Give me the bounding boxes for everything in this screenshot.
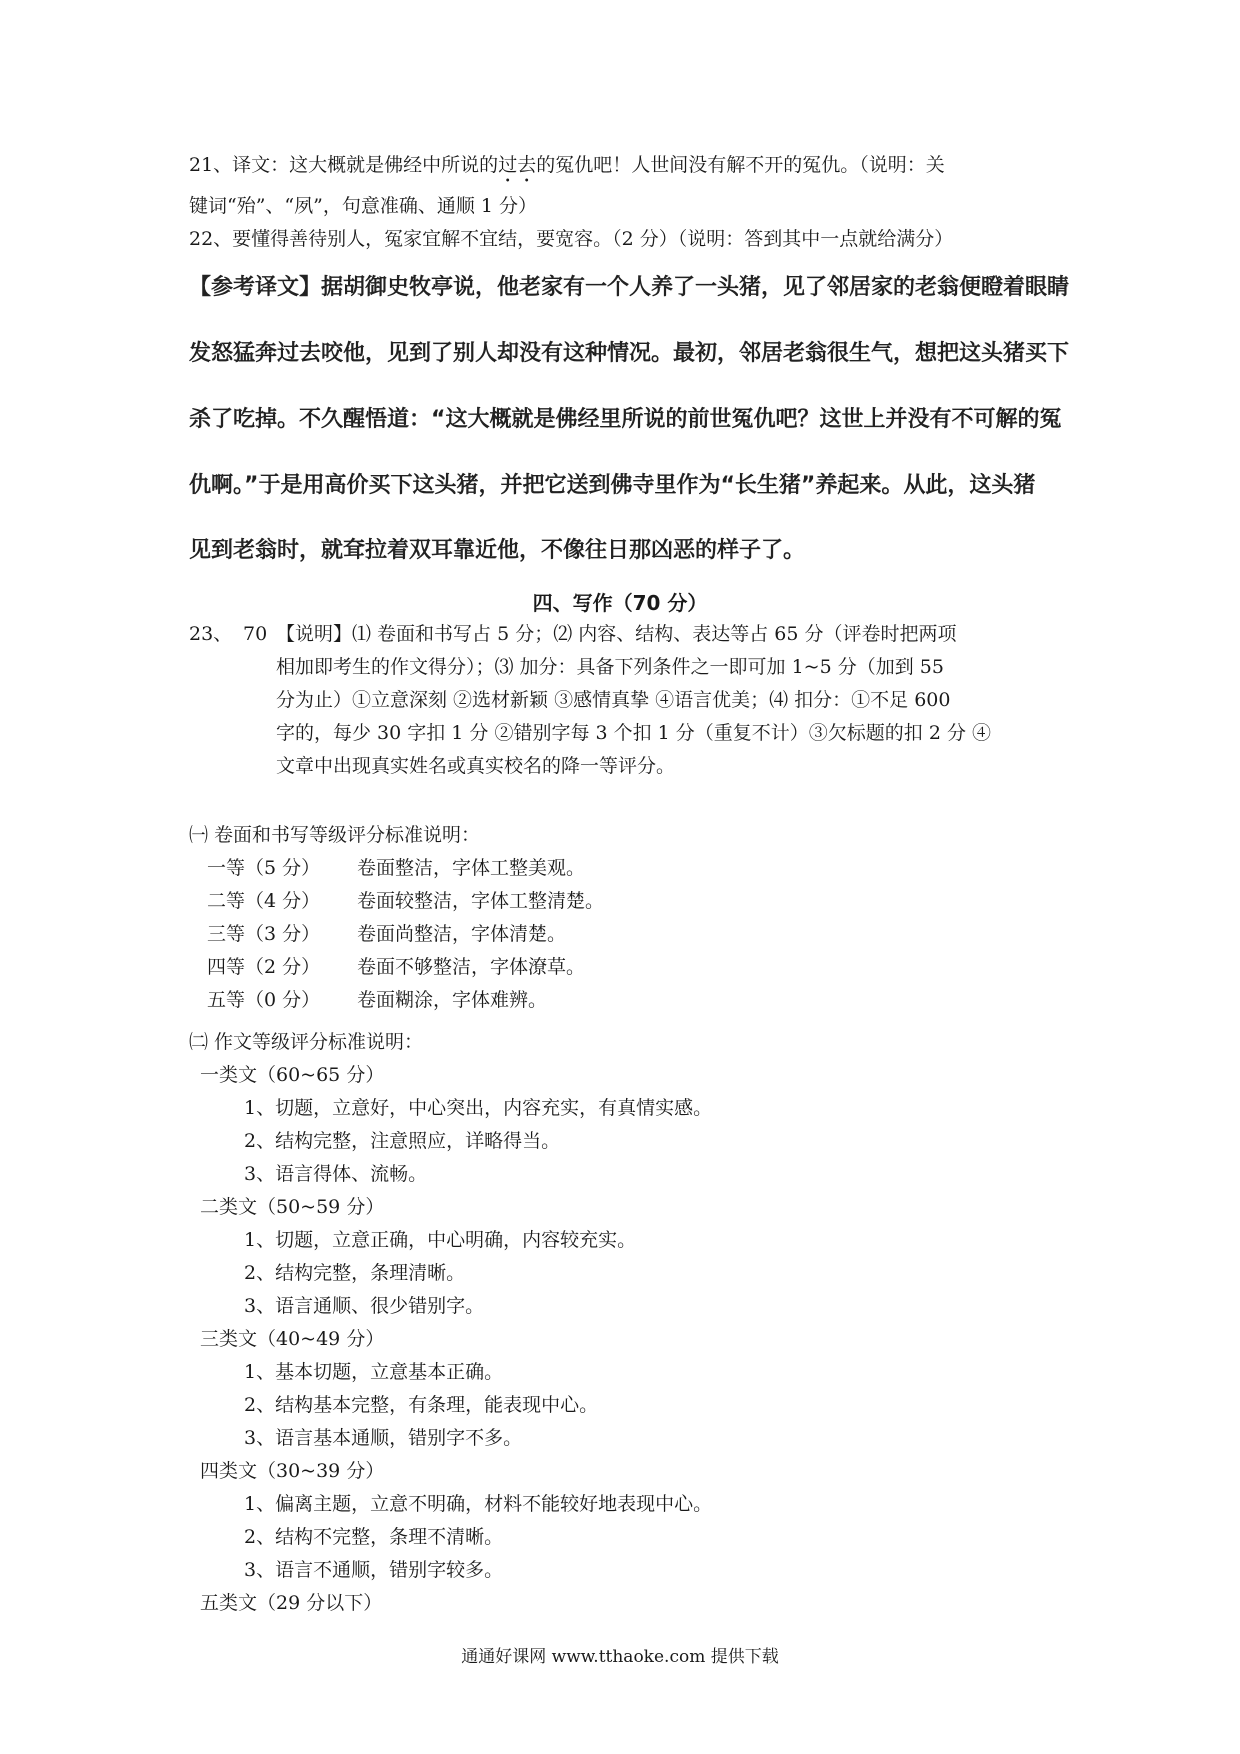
grade-desc: 卷面不够整洁，字体潦草。: [357, 956, 586, 978]
grade-label: 四等（2 分）: [207, 956, 321, 978]
class-item: 3、语言基本通顺，错别字不多。: [244, 1427, 523, 1449]
translation-line: 发怒猛奔过去咬他，见到了别人却没有这种情况。最初，邻居老翁很生气，想把这头猪买下: [189, 341, 1070, 366]
class-item: 1、切题，立意正确，中心明确，内容较充实。: [244, 1229, 637, 1251]
q21-text-b: 的冤仇吧！人世间没有解不开的冤仇。（说明：关: [536, 154, 945, 176]
essay-heading: ㈡ 作文等级评分标准说明：: [189, 1031, 424, 1053]
q23-score: 70: [243, 623, 268, 645]
class-title: 四类文（30~39 分）: [200, 1460, 385, 1482]
grade-desc: 卷面糊涂，字体难辨。: [357, 989, 548, 1011]
translation-line: 【参考译文】据胡御史牧亭说，他老家有一个人养了一头猪，见了邻居家的老翁便瞪着眼睛: [189, 275, 1070, 300]
translation-line: 见到老翁时，就耷拉着双耳靠近他，不像往日那凶恶的样子了。: [189, 538, 806, 563]
q21-text-a: 21、译文：这大概就是佛经中所说的: [189, 154, 499, 176]
grade-label: 三等（3 分）: [207, 923, 321, 945]
class-item: 3、语言不通顺，错别字较多。: [244, 1559, 504, 1581]
q23-note-line: 相加即考生的作文得分）；⑶ 加分：具备下列条件之一即可加 1~5 分（加到 55: [276, 656, 944, 678]
grade-desc: 卷面尚整洁，字体清楚。: [357, 923, 567, 945]
q21-line1: [189, 153, 945, 187]
class-title: 二类文（50~59 分）: [200, 1196, 385, 1218]
class-item: 3、语言得体、流畅。: [244, 1163, 428, 1185]
class-item: 2、结构完整，条理清晰。: [244, 1262, 466, 1284]
class-item: 1、基本切题，立意基本正确。: [244, 1361, 504, 1383]
q23-note-line: 文章中出现真实姓名或真实校名的降一等评分。: [276, 755, 676, 777]
q23-note-line: 字的，每少 30 字扣 1 分 ②错别字每 3 个扣 1 分（重复不计）③欠标题的扣 2 分 ④: [276, 722, 992, 744]
class-title: 三类文（40~49 分）: [200, 1328, 385, 1350]
section-title: 四、写作（70 分）: [532, 591, 708, 615]
q23-number: 23、: [189, 623, 233, 645]
footer-credit: 通通好课网 www.tthaoke.com 提供下载: [461, 1647, 779, 1667]
class-item: 1、切题，立意好，中心突出，内容充实，有真情实感。: [244, 1097, 713, 1119]
class-item: 2、结构基本完整，有条理，能表现中心。: [244, 1394, 599, 1416]
grade-label: 一等（5 分）: [207, 857, 321, 879]
class-item: 2、结构不完整，条理不清晰。: [244, 1526, 504, 1548]
grade-label: 二等（4 分）: [207, 890, 321, 912]
translation-line: 仇啊。”于是用高价买下这头猪，并把它送到佛寺里作为“长生猪”养起来。从此，这头猪: [189, 473, 1036, 498]
q22-line: 22、要懂得善待别人，冤家宜解不宜结，要宽容。（2 分）（说明：答到其中一点就给满分）: [189, 228, 954, 250]
grade-desc: 卷面较整洁，字体工整清楚。: [357, 890, 605, 912]
q23-note-line: 【说明】⑴ 卷面和书写占 5 分；⑵ 内容、结构、表达等占 65 分（评卷时把两项: [276, 623, 957, 645]
translation-line: 杀了吃掉。不久醒悟道：“这大概就是佛经里所说的前世冤仇吧？这世上并没有不可解的冤: [189, 407, 1062, 432]
class-item: 1、偏离主题，立意不明确，材料不能较好地表现中心。: [244, 1493, 713, 1515]
grade-label: 五等（0 分）: [207, 989, 321, 1011]
class-item: 2、结构完整，注意照应，详略得当。: [244, 1130, 561, 1152]
class-title: 一类文（60~65 分）: [200, 1064, 385, 1086]
q21-dotted-keyword: 过去: [498, 154, 537, 176]
q23-note-line: 分为止）①立意深刻 ②选材新颖 ③感情真挚 ④语言优美；⑷ 扣分：①不足 600: [276, 689, 951, 711]
class-item: 3、语言通顺、很少错别字。: [244, 1295, 485, 1317]
handwriting-heading: ㈠ 卷面和书写等级评分标准说明：: [189, 824, 481, 846]
class-title: 五类文（29 分以下）: [200, 1592, 383, 1614]
q21-line2: 键词“殆”、“夙”，句意准确、通顺 1 分）: [189, 195, 538, 217]
grade-desc: 卷面整洁，字体工整美观。: [357, 857, 586, 879]
